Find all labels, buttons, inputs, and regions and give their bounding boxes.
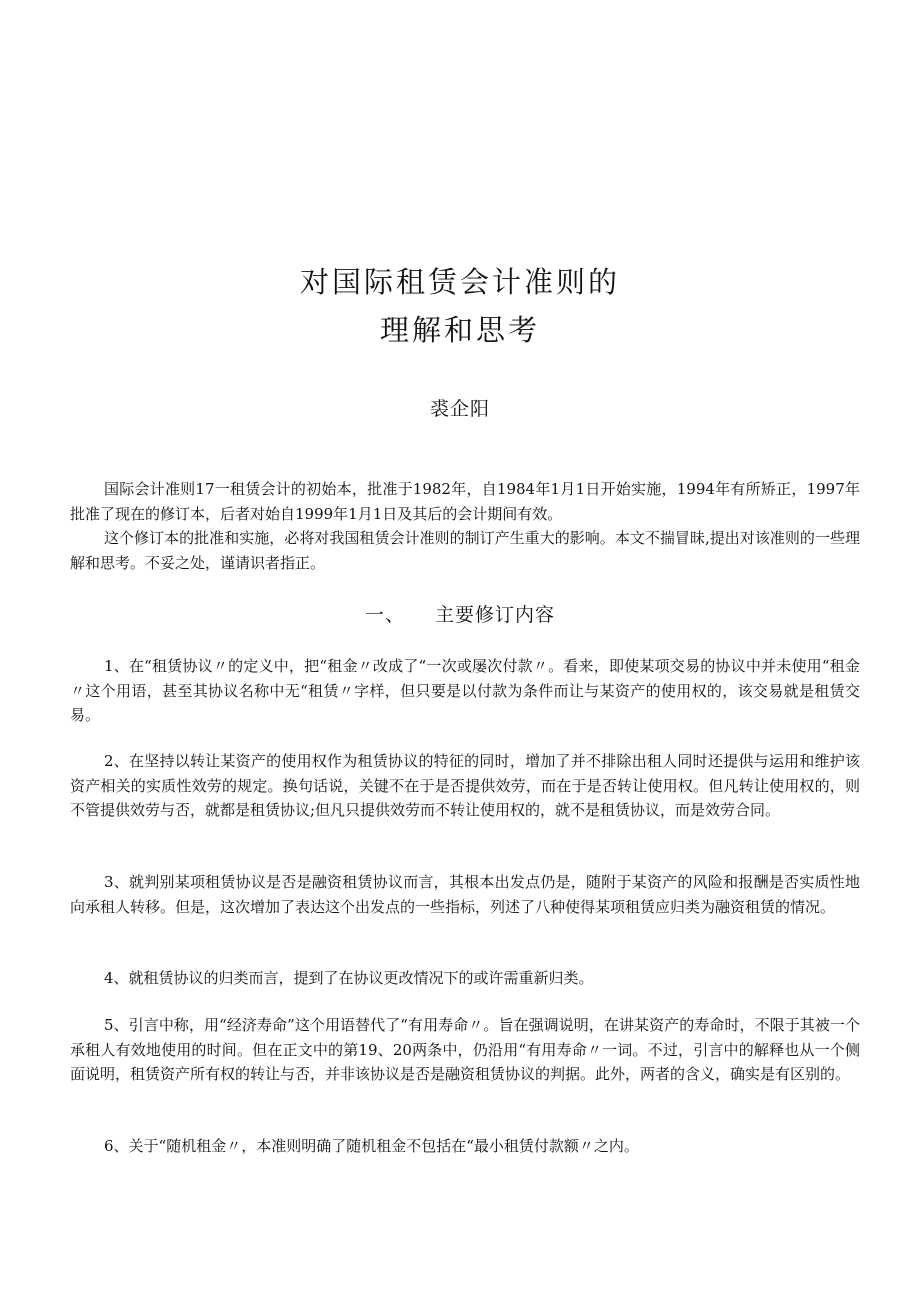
section-heading	[0, 601, 920, 629]
title-line-1: 对国际租赁会计准则的	[299, 265, 620, 299]
title-line-2: 理解和思考	[379, 313, 540, 347]
item-paragraph-2: 2、在坚持以转让某资产的使用权作为租赁协议的特征的同时，增加了并不排除出租人同时还提供与运用和维护该资产相关的实质性效劳的规定。换句话说，关键不在于是否提供效劳，而在于是否转让使用权。但凡转让使用权的，则不管提供效劳与否，就都是租赁协议;但凡只提供效劳而不转让使用权的，就不是租赁协议，而是效劳合同。	[70, 752, 860, 819]
section-number: 一、	[364, 604, 405, 626]
item-paragraph-1: 1、在“租赁协议〃的定义中，把“租金〃改成了“一次或屡次付款〃。看来，即使某项交易的协议中并未使用“租金〃这个用语，甚至其协议名称中无“租赁〃字样，但只要是以付款为条件而让与某资产的使用权的，该交易就是租赁交易。	[70, 657, 860, 724]
author-name: 裘企阳	[429, 398, 490, 420]
section-title: 主要修订内容	[435, 604, 556, 626]
item-paragraph-4: 4、就租赁协议的归类而言，提到了在协议更改情况下的或许需重新归类。	[104, 969, 594, 987]
item-paragraph-5: 5、引言中称，用“经济寿命”这个用语替代了“有用寿命〃。旨在强调说明，在讲某资产的寿命时，不限于其被一个承租人有效地使用的时间。但在正文中的第19、20两条中，仍沿用“有用寿命〃一词。不过，引言中的解释也从一个侧面说明，租赁资产所有权的转让与否，并非该协议是否是融资租赁协议的判据。此外，两者的含义，确实是有区别的。	[70, 1016, 860, 1083]
item-paragraph-3: 3、就判别某项租赁协议是否是融资租赁协议而言，其根本出发点仍是，随附于某资产的风险和报酬是否实质性地向承租人转移。但是，这次增加了表达这个出发点的一些指标，列述了八种使得某项租赁应归类为融资租赁的情况。	[70, 873, 860, 916]
intro-paragraph-1: 国际会计准则17一租赁会计的初始本，批准于1982年，自1984年1月1日开始实施，1994年有所矫正，1997年批准了现在的修订本，后者对始自1999年1月1日及其后的会计期间有效。	[70, 480, 860, 523]
item-paragraph-6: 6、关于“随机租金〃，本准则明确了随机租金不包括在“最小租赁付款额〃之内。	[104, 1137, 639, 1155]
intro-paragraph-2: 这个修订本的批准和实施，必将对我国租赁会计准则的制订产生重大的影响。本文不揣冒昧,提出对该准则的一些理解和思考。不妥之处，谨请识者指正。	[70, 529, 860, 572]
